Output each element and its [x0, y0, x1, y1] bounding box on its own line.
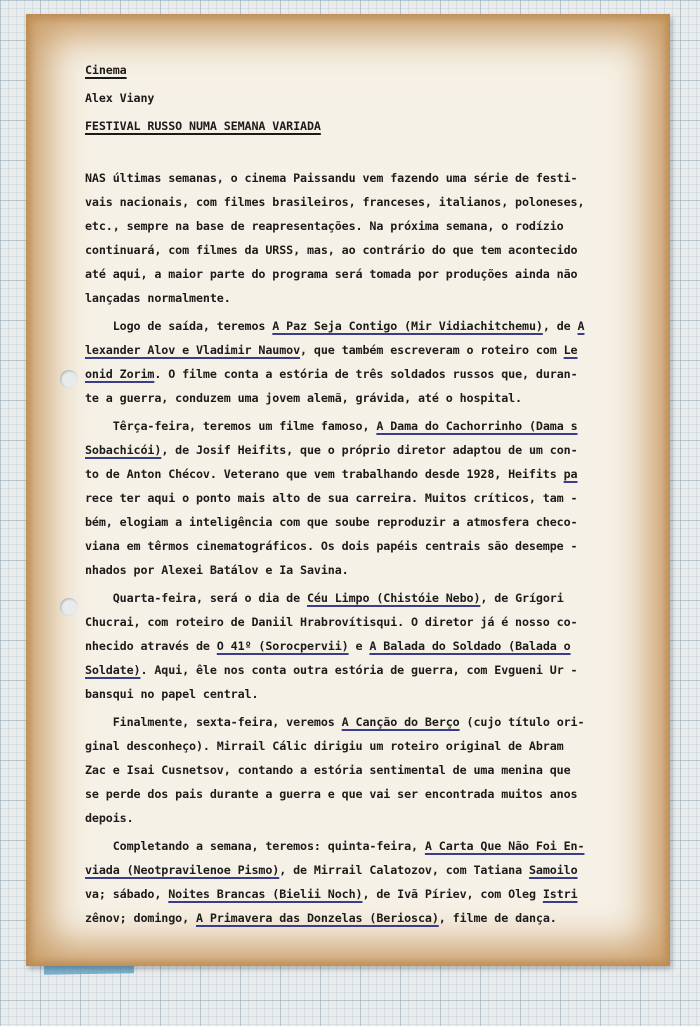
text-run: se perde dos pais durante a guerra e que vai ser encontrada muitos anos — [85, 787, 578, 801]
article-body — [85, 166, 650, 930]
text-run: Chucrai, com roteiro de Daniil Hrabrovítisqui. O diretor já é nosso co- — [85, 615, 578, 629]
text-line — [85, 586, 650, 610]
text-line — [85, 834, 650, 858]
text-line — [85, 486, 650, 510]
text-run: va; sábado, — [85, 887, 169, 901]
text-run: , de Grígori — [480, 591, 564, 605]
underlined-title: Istri — [542, 887, 578, 901]
text-run: bém, elogiam a inteligência com que soube reproduzir a atmosfera checo- — [85, 515, 578, 529]
paragraph — [85, 414, 650, 582]
text-line — [85, 286, 650, 310]
text-run: , que também escreveram o roteiro com — [300, 343, 564, 357]
text-line — [85, 262, 650, 286]
text-run: até aqui, a maior parte do programa será tomada por produções ainda não — [85, 267, 578, 281]
text-run: Zac e Isai Cusnetsov, contando a estória sentimental de uma menina que — [85, 763, 571, 777]
underlined-title: Sobachicói) — [85, 443, 162, 457]
section-label: Cinema — [85, 63, 127, 77]
paragraph — [85, 314, 650, 410]
text-run: bansqui no papel central. — [85, 687, 259, 701]
text-run: etc., sempre na base de reapresentações. Na próxima semana, o rodízio — [85, 219, 564, 233]
text-run: zênov; domingo, — [85, 911, 196, 925]
text-run: nhados por Alexei Batálov e Ia Savina. — [85, 563, 349, 577]
punch-hole — [60, 370, 78, 388]
text-line — [85, 510, 650, 534]
text-run: ginal desconheço). Mirrail Cálic dirigiu um roteiro original de Abram — [85, 739, 564, 753]
text-run: Quarta-feira, será o dia de — [85, 591, 307, 605]
text-run: e — [348, 639, 370, 653]
underlined-title: Soldate) — [85, 663, 141, 677]
underlined-title: Céu Limpo (Chistóie Nebo) — [306, 591, 481, 605]
text-line — [85, 634, 650, 658]
page-text — [85, 56, 650, 930]
paragraph — [85, 586, 650, 706]
text-run: lançadas normalmente. — [85, 291, 231, 305]
paragraph — [85, 166, 650, 310]
text-line — [85, 338, 650, 362]
text-line — [85, 166, 650, 190]
underlined-title: A Primavera das Donzelas (Beriosca) — [195, 911, 439, 925]
text-line — [85, 362, 650, 386]
text-line — [85, 414, 650, 438]
text-line — [85, 658, 650, 682]
header-gap — [85, 140, 650, 166]
text-run: Finalmente, sexta-feira, veremos — [85, 715, 342, 729]
text-line — [85, 534, 650, 558]
text-line — [85, 906, 650, 930]
underlined-title: onid Zorim — [85, 367, 155, 381]
underlined-title: Le — [563, 343, 578, 357]
text-line — [85, 682, 650, 706]
underlined-title: A Paz Seja Contigo (Mir Vidiachitchemu) — [272, 319, 543, 333]
text-run: to de Anton Chécov. Veterano que vem trabalhando desde 1928, Heifits — [85, 467, 564, 481]
underlined-title: A Balada do Soldado (Balada o — [369, 639, 571, 653]
text-run: NAS últimas semanas, o cinema Paissandu vem fazendo uma série de festi- — [85, 171, 578, 185]
text-line — [85, 386, 650, 410]
underlined-title: A Canção do Berço — [341, 715, 460, 729]
underlined-title: O 41º (Sorocpervii) — [216, 639, 349, 653]
text-line — [85, 758, 650, 782]
text-line — [85, 882, 650, 906]
text-run: nhecido através de — [85, 639, 217, 653]
text-run: rece ter aqui o ponto mais alto de sua carreira. Muitos críticos, tam - — [85, 491, 578, 505]
text-run: , de Ivã Píriev, com Oleg — [362, 887, 543, 901]
text-line — [85, 438, 650, 462]
text-run: , de Mirrail Calatozov, com Tatiana — [279, 863, 529, 877]
text-line — [85, 190, 650, 214]
text-line — [85, 806, 650, 830]
text-run: depois. — [85, 811, 134, 825]
text-run: Completando a semana, teremos: quinta-feira, — [85, 839, 425, 853]
underlined-title: A — [577, 319, 585, 333]
text-run: Logo de saída, teremos — [85, 319, 273, 333]
text-run: viana em têrmos cinematográficos. Os dois papéis centrais são desempe - — [85, 539, 578, 553]
underlined-title: viada (Neotpravilenoe Pismo) — [85, 863, 280, 877]
text-run: te a guerra, conduzem uma jovem alemã, grávida, até o hospital. — [85, 391, 522, 405]
text-run: . Aqui, êle nos conta outra estória de guerra, com Evgueni Ur - — [140, 663, 578, 677]
author-name: Alex Viany — [85, 91, 155, 105]
paragraph — [85, 710, 650, 830]
text-line — [85, 710, 650, 734]
text-line — [85, 782, 650, 806]
text-run: , de — [542, 319, 578, 333]
underlined-title: A Carta Que Não Foi En- — [424, 839, 585, 853]
underlined-title: A Dama do Cachorrinho (Dama s — [376, 419, 578, 433]
text-line — [85, 462, 650, 486]
text-line — [85, 214, 650, 238]
text-run: , de Josif Heifits, que o próprio diretor adaptou de um con- — [161, 443, 578, 457]
text-line — [85, 558, 650, 582]
text-line — [85, 238, 650, 262]
text-run: Têrça-feira, teremos um filme famoso, — [85, 419, 377, 433]
text-line — [85, 858, 650, 882]
underlined-title: lexander Alov e Vladimir Naumov — [85, 343, 301, 357]
text-run: continuará, com filmes da URSS, mas, ao contrário do que tem acontecido — [85, 243, 578, 257]
text-run: (cujo título ori- — [459, 715, 585, 729]
text-run: , filme de dança. — [438, 911, 557, 925]
article-title: FESTIVAL RUSSO NUMA SEMANA VARIADA — [85, 119, 321, 133]
text-line — [85, 734, 650, 758]
paragraph — [85, 834, 650, 930]
text-line — [85, 610, 650, 634]
typewritten-page — [26, 14, 670, 966]
text-run: vais nacionais, com filmes brasileiros, franceses, italianos, poloneses, — [85, 195, 585, 209]
underlined-title: Samoilo — [528, 863, 578, 877]
underlined-title: pa — [563, 467, 578, 481]
punch-hole — [60, 598, 78, 616]
text-run: . O filme conta a estória de três soldados russos que, duran- — [154, 367, 578, 381]
underlined-title: Noites Brancas (Bielii Noch) — [168, 887, 363, 901]
text-line — [85, 314, 650, 338]
